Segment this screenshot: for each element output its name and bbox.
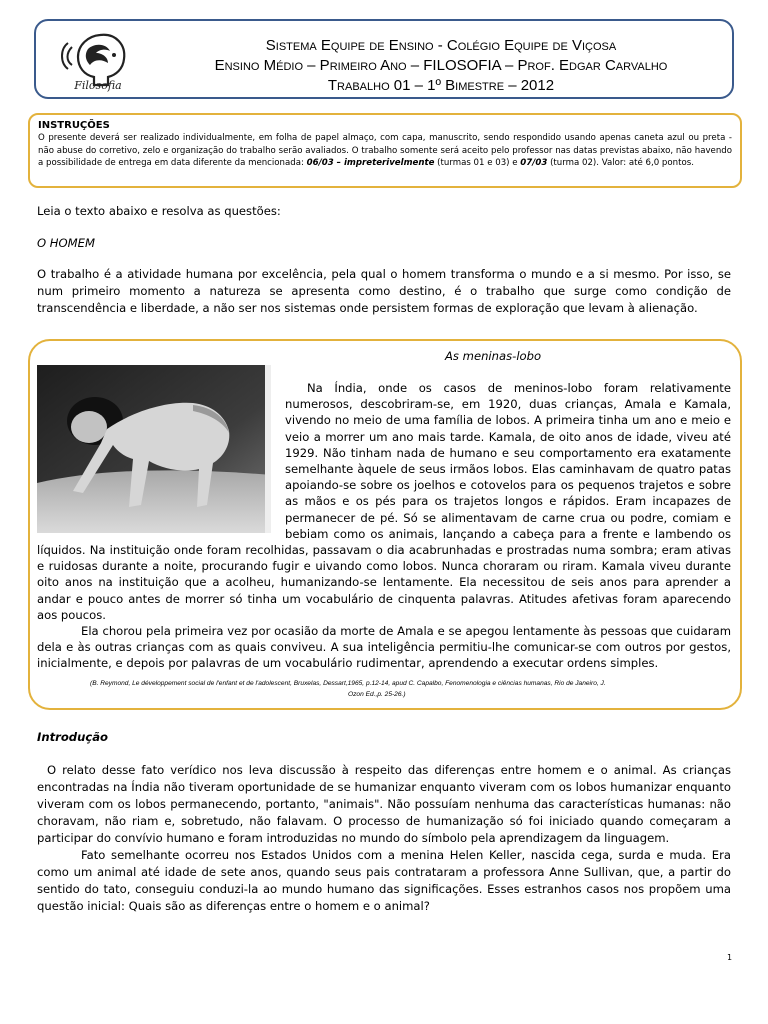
header-assignment: Trabalho 01 – 1º Bimestre – 2012 xyxy=(327,77,555,94)
intro-paragraph: O trabalho é a atividade humana por excelência, pela qual o homem transforma o mundo e a si mesmo. Por isso, se num primeiro momento a natureza se apresenta como destino, é o trabalho que surge como condição de transcendência e liberdade, a não ser nos sistemas onde persistem formas de exploração que levam à alienação. xyxy=(37,267,731,315)
story-title: As meninas-lobo xyxy=(445,349,542,363)
page-number: 1 xyxy=(727,953,733,962)
logo-caption: Filosofia xyxy=(74,79,122,92)
instructions-date2: 07/03 xyxy=(520,158,548,168)
intro-paragraph-2: Fato semelhante ocorreu nos Estados Unidos com a menina Helen Keller, nascida cega, surda e muda. Era como um animal até idade de sete anos, quando seus pais contrataram a professora Anne Sullivan, que, a partir do sentido do tato, conseguiu conduzi-la ao mundo humano das significações. Esses estranhos casos nos propõem uma questão inicial: Quais são as diferenças entre o homem e o animal? xyxy=(37,848,731,913)
instructions-end: (turma 02). Valor: até 6,0 pontos. xyxy=(547,158,694,168)
instructions-date1: 06/03 – impreterivelmente xyxy=(306,158,435,168)
citation-line-1: (B. Reymond, Le développement social de l'enfant et de l'adolescent, Bruxelas, Dessart,1965, p.12-14, apud C. Capalbo, Fenomenologia e ciências humanas, Rio de Janeiro, J. xyxy=(90,680,606,687)
header-school-name: Sistema Equipe de Ensino - Colégio Equipe de Viçosa xyxy=(265,37,617,54)
intro-title: Introdução xyxy=(37,730,109,744)
header-box xyxy=(34,19,734,99)
story-paragraph-1: Na Índia, onde os casos de meninos-lobo foram relativamente numerosos, descobriram-se, em 1920, duas crianças, Amala e Kamala, vivendo no meio de uma família de lobos. A primeira tinha um ano e meio e veio a morrer um ano mais tarde. Kamala, de oito anos de idade, viveu até 1929. Não tinham nada de humano e seu comportamento era exatamente semelhante àquele de seus irmãos lobos. Elas caminhavam de quatro patas apoiando-se sobre os joelhos e cotovelos para os pequenos trajetos e sobre as mãos e os pés para os trajetos longos e rápidos. Eram incapazes de permanecer de pé. Só se alimentavam de carne crua ou podre, comiam e bebiam como os animais, lançando a cabeça para a frente e lambendo os líquidos. Na instituição onde foram recolhidas, passavam o dia acabrunhadas e prostradas numa sombra; eram ativas e ruidosas durante a noite, procurando fugir e uivando como lobos. Nunca choraram ou riram. Kamala viveu durante oito anos na instituição que a acolheu, humanizando-se lentamente. Ela necessitou de seis anos para aprender a andar e pouco antes de morrer só tinha um vocabulário de cinquenta palavras. Atitudes afetivas foram aparecendo aos poucos. xyxy=(37,381,731,622)
intro-paragraph-1: O relato desse fato verídico nos leva discussão à respeito das diferenças entre homem e o animal. As crianças encontradas na Índia não tiveram oportunidade de se humanizar enquanto viveram com os lobos humanizar enquanto viveram com os lobos permanecendo, portanto, "animais". Não possuíam nenhuma das características humanas: não choravam, não riam e, sobretudo, não falavam. O processo de humanização só foi iniciado quando começaram a participar do convívio humano e foram introduzidas no mundo do símbolo pela aprendizagem da linguagem. xyxy=(37,763,731,845)
story-text xyxy=(37,380,731,672)
intro-text xyxy=(37,762,731,915)
section-title: O HOMEM xyxy=(37,236,95,250)
instructions-text xyxy=(38,132,732,170)
photo-spacer xyxy=(37,380,285,542)
instructions-mid: (turmas 01 e 03) e xyxy=(434,158,521,168)
header-course: Ensino Médio – Primeiro Ano – FILOSOFIA – Prof. Edgar Carvalho xyxy=(214,57,668,74)
instructions-title: INSTRUÇÕES xyxy=(38,120,110,131)
instructions-main: O presente deverá ser realizado individualmente, em folha de papel almaço, com capa, manuscrito, sendo respondido usando apenas caneta azul ou preta - não abuse do corretivo, zelo e organização do trabalho serão avaliados. O trabalho somente será aceito pelo professor nas datas previstas abaixo, não havendo a possibilidade de entrega em data diferente da mencionada: xyxy=(38,133,732,168)
story-citation xyxy=(90,678,740,700)
citation-line-2: Ozon Ed.,p. 25-26.) xyxy=(348,691,406,698)
story-paragraph-2: Ela chorou pela primeira vez por ocasião da morte de Amala e se apegou lentamente às pessoas que cuidaram dela e às outras crianças com as quais conviveu. A sua inteligência permitiu-lhe comunicar-se com outros por gestos, inicialmente, e depois por palavras de um vocabulário rudimentar, aprendendo a executar ordens simples. xyxy=(37,624,731,671)
reading-prompt: Leia o texto abaixo e resolva as questões: xyxy=(37,204,281,218)
instructions-box xyxy=(28,113,742,188)
